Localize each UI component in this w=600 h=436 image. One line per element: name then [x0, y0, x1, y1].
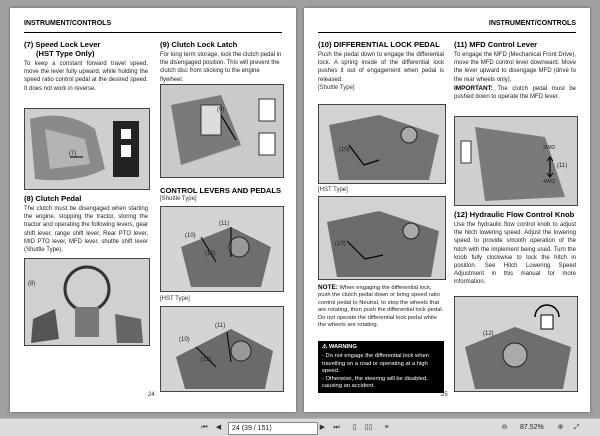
- important-text: The clutch pedal must be pushed down to operate the MFD lever.: [454, 85, 576, 101]
- zoom-in-icon[interactable]: ⊕: [557, 424, 564, 431]
- clutch-lock-section: [160, 40, 282, 84]
- zoom-out-icon[interactable]: ⊖: [501, 424, 508, 431]
- diff-lock-text: Push the pedal down to engage the differential lock. A spring inside of the differential lock pushes it out of engagement when pedal is released.: [318, 52, 444, 83]
- warning-item: - Otherwise, the steering will be disabled, causing an accident.: [322, 375, 428, 390]
- callout-11: (11): [557, 163, 568, 169]
- viewer-toolbar: [0, 418, 600, 436]
- note-label: NOTE:: [318, 284, 338, 291]
- page-header: INSTRUMENT/CONTROLS: [24, 20, 282, 33]
- section-title-clutch-pedal: (8) Clutch Pedal: [24, 194, 82, 203]
- clutch-lock-text: For long term storage, lock the clutch pedal in the disengaged position. This will prevent the clutch disc from sticking to the engine flywheel.: [160, 52, 282, 83]
- clutch-pedal-text: The clutch must be disengaged when starting the engine, stopping the tractor, storing the tractor and operating the following levers, gear shift lever, range shift lever, Rear PTO lever, MID PTO lever, MFD lever, shuttle shift lever (Shuttle Type).: [24, 206, 148, 254]
- hydraulic-text: Use the hydraulic flow control knob to adjust the hitch lowering speed. Adjust the lowering speed to provide smooth operation of the hitch with the implement being used. Turn the knob fully clockwise to lock the hitch in position. See Hitch Lowering Speed Adjustment in this manual for more information.: [454, 222, 576, 286]
- important-label: IMPORTANT:: [454, 84, 493, 92]
- zoom-level[interactable]: 87.52%: [520, 424, 544, 431]
- warning-item: - Do not engage the differential lock when travelling on a road or operating at a high speed.: [322, 353, 429, 375]
- left-column-1: [24, 40, 148, 93]
- warning-icon: ⚠: [322, 344, 328, 350]
- note-section: [318, 283, 444, 329]
- section-title-control-levers: CONTROL LEVERS AND PEDALS: [160, 186, 282, 195]
- clutch-lock-figure: [160, 84, 284, 178]
- callout-10-hst: (10): [179, 337, 190, 343]
- control-levers-section: [160, 186, 282, 203]
- diff-lock-section: [318, 40, 444, 92]
- section-title-hydraulic: (12) Hydraulic Flow Control Knob: [454, 210, 575, 219]
- section-title-clutch-lock: (9) Clutch Lock Latch: [160, 40, 238, 49]
- label-4wd: 4WD: [543, 179, 556, 185]
- page-24: [10, 8, 296, 412]
- warning-title: WARNING: [328, 344, 357, 350]
- hst-caption-wrap: [318, 186, 444, 194]
- mfd-figure: [454, 116, 578, 206]
- page-number-input[interactable]: 24 (39 / 151): [228, 422, 318, 435]
- diff-lock-shuttle-figure: [318, 104, 446, 184]
- speed-lock-figure: [24, 108, 150, 190]
- next-page-icon[interactable]: ▶: [319, 424, 326, 431]
- callout-10: (10): [185, 233, 196, 239]
- section-subtitle-hst: (HST Type Only): [36, 49, 95, 58]
- callout-12: (12): [483, 331, 494, 337]
- callout-12-hst: (12): [201, 357, 212, 363]
- page-number: 24: [148, 392, 155, 398]
- two-page-icon[interactable]: ▯▯: [364, 424, 373, 431]
- callout-7: (7): [69, 151, 77, 157]
- hydraulic-figure: [454, 296, 578, 392]
- callout-11-hst: (11): [215, 323, 226, 329]
- hydraulic-section: [454, 210, 576, 287]
- mfd-text: To engage the MFD (Mechanical Front Drive), move the MFD control lever downward. Move the lever upward to disengage MFD (drive to the rear wheels only).: [454, 52, 576, 83]
- caption-shuttle-type: [Shuttle Type]: [160, 196, 197, 202]
- speed-lock-text: To keep a constant forward travel speed, move the lever fully upward, while holding the speed ratio control pedal at the desired speed. It does not work in reverse.: [24, 61, 148, 92]
- clutch-pedal-section: [24, 194, 148, 254]
- page-header: INSTRUMENT/CONTROLS: [318, 20, 576, 33]
- callout-12: (12): [205, 251, 216, 257]
- callout-10-hst: (10): [335, 241, 346, 247]
- clutch-pedal-figure: [24, 258, 150, 346]
- label-2wd: 2WD: [543, 145, 556, 151]
- diff-lock-hst-figure: [318, 196, 446, 280]
- fit-page-icon[interactable]: ⤢: [573, 424, 580, 431]
- caption-hst-type: [HST Type]: [318, 187, 348, 193]
- control-hst-figure: [160, 306, 284, 392]
- page-number: 25: [441, 392, 448, 398]
- single-page-icon[interactable]: ▯: [352, 424, 357, 431]
- page-25: [304, 8, 590, 412]
- callout-9: (9): [217, 107, 225, 113]
- section-title-diff-lock: (10) DIFFERENTIAL LOCK PEDAL: [318, 40, 440, 49]
- callout-8: (8): [28, 281, 36, 287]
- callout-10: (10): [339, 147, 350, 153]
- last-page-icon[interactable]: ⏭: [333, 424, 340, 431]
- first-page-icon[interactable]: ⏮: [201, 424, 208, 431]
- note-text: When engaging the differential lock, push the clutch pedal down or bring speed ratio control pedal to Neutral, to stop the wheels that are rotating, then push the differential lock pedal. Do not operate the differential lock pedal while the wheels are rotating.: [318, 285, 444, 329]
- section-title-speed-lock: (7) Speed Lock Lever: [24, 40, 101, 49]
- hst-caption-wrap: [160, 295, 282, 303]
- warning-box: [318, 341, 444, 393]
- caption-shuttle-type: [Shuttle Type]: [318, 84, 355, 91]
- callout-11: (11): [219, 221, 230, 227]
- scroll-mode-icon[interactable]: ≡: [384, 424, 389, 431]
- caption-hst-type: [HST Type]: [160, 296, 190, 302]
- previous-page-icon[interactable]: ◀: [215, 424, 222, 431]
- mfd-section: [454, 40, 576, 101]
- control-shuttle-figure: [160, 206, 284, 292]
- section-title-mfd: (11) MFD Control Lever: [454, 40, 538, 49]
